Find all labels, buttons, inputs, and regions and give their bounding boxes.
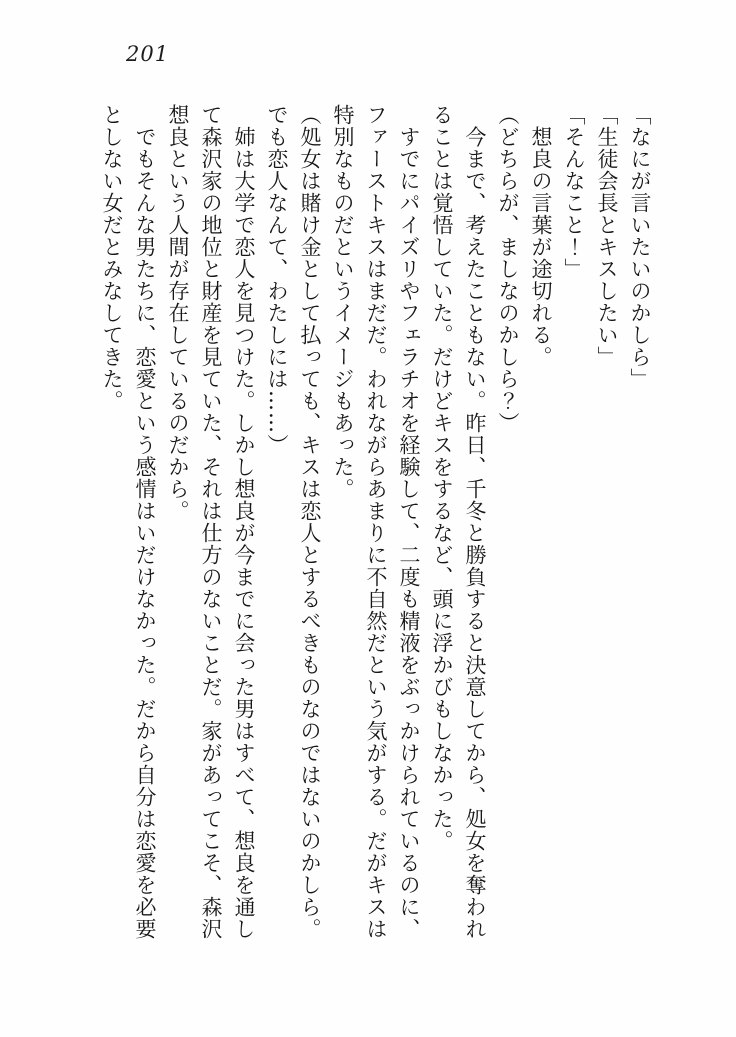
dialogue-line-3: 「そんなこと！」 [562,104,586,280]
narration-paragraph-3: すでにパイズリやフェラチオを経験して、二度も精液をぶっかけられているのに、ファーストキスはまだだ。われながらあまりに不自然だという気がする。だがキスは特別なものだというイメージもあった。 [331,104,421,940]
narration-paragraph-1: 想良の言葉が途切れる。 [529,126,553,368]
narration-paragraph-4: 姉は大学で恋人を見つけた。しかし想良が今までに会った男はすべて、想良を通して森沢家の地位と財産を見ていた、それは仕方のないことだ。家があってこそ、森沢想良という人間が存在しているのだから。 [166,104,256,940]
inner-monologue-2: （処女は賭け金として払っても、キスは恋人とするべきものなのではないのかしら。でも恋人なんて、わたしには……） [265,104,322,940]
narration-paragraph-5: でもそんな男たちに、恋愛という感情はいだけなかった。だから自分は恋愛を必要としない女だとみなしてきた。 [100,104,157,940]
body-text-block [95,104,656,940]
dialogue-line-2: 「生徒会長とキスしたい」 [595,104,619,368]
narration-paragraph-2: 今まで、考えたこともない。昨日、千冬と勝負すると決意してから、処女を奪われることは覚悟していた。だけどキスをするなど、頭に浮かびもしなかった。 [430,104,487,940]
page-number: 201 [126,42,170,66]
dialogue-line-1: 「なにが言いたいのかしら」 [628,104,652,390]
inner-monologue-1: （どちらが、ましなのかしら？） [496,104,520,434]
